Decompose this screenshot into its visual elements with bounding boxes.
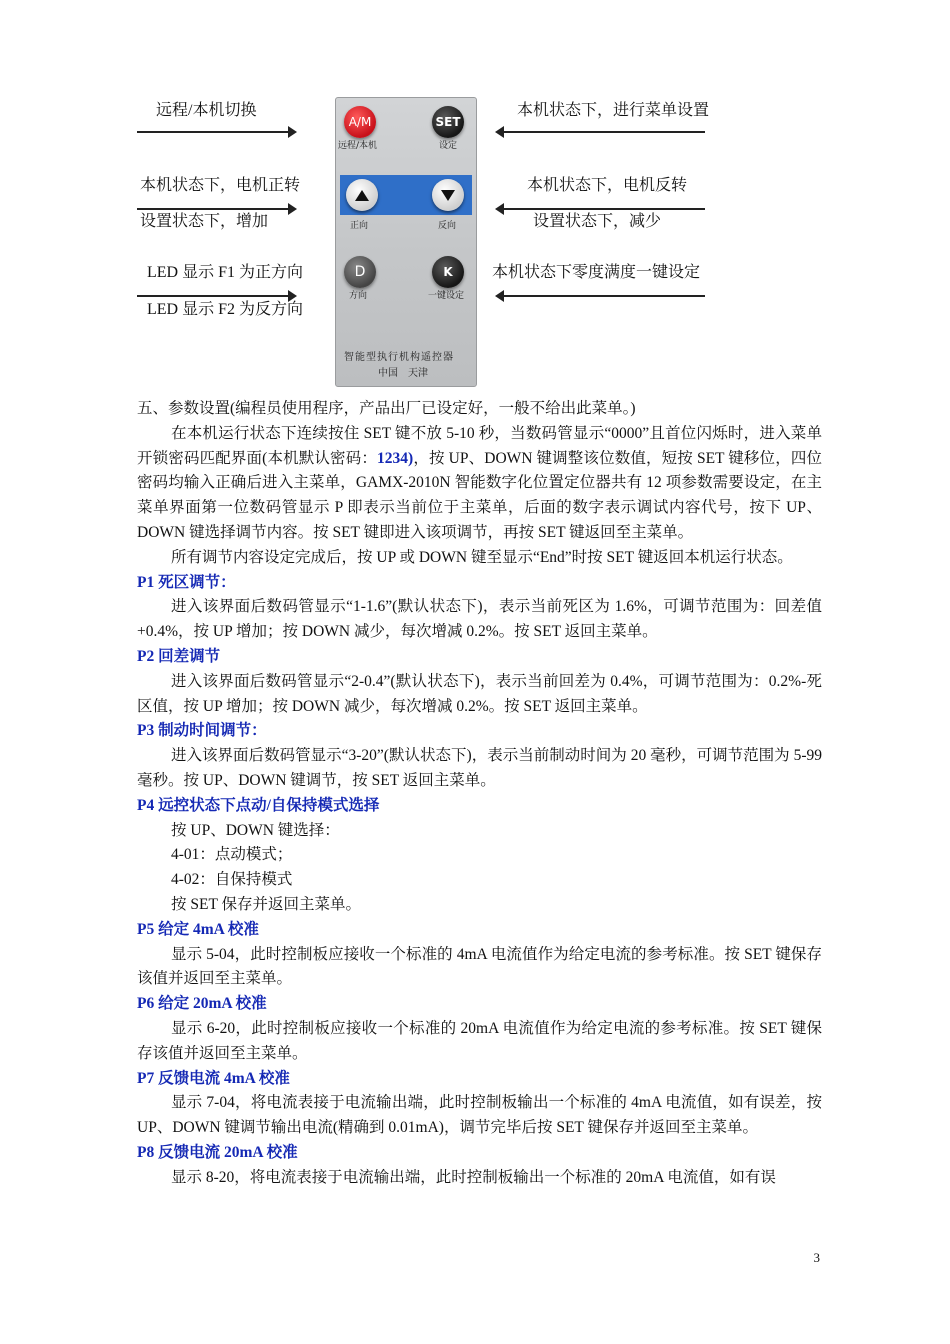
p6-text: 显示 6-20，此时控制板应接收一个标准的 20mA 电流值作为给定电流的参考标准。按 SET 键保存该值并返回至主菜单。 [137, 1019, 822, 1062]
k-button: K [432, 256, 464, 288]
p1-text: 进入该界面后数码管显示“1-1.6”(默认状态下)，表示当前死区为 1.6%，可调节范围为：回差值+0.4%，按 UP 增加；按 DOWN 减少，每次增减 0.2%。按 SET 返回主菜单。 [137, 598, 822, 641]
label-remote-local-switch: 远程/本机切换 [156, 102, 257, 119]
p8-text: 显示 8-20，将电流表接于电流输出端，此时控制板输出一个标准的 20mA 电流值，如有误 [171, 1168, 776, 1186]
p5-text: 显示 5-04，此时控制板应接收一个标准的 4mA 电流值作为给定电流的参考标准。按 SET 键保存该值并返回至主菜单。 [137, 945, 822, 988]
k-caption: 一键设定 [428, 291, 465, 301]
p4-line-4: 按 SET 保存并返回主菜单。 [171, 895, 362, 913]
arrow-left-1 [497, 131, 705, 133]
label-setting-decrease: 设置状态下，减少 [533, 213, 662, 230]
up-caption: 正向 [350, 221, 369, 231]
p3-text: 进入该界面后数码管显示“3-20”(默认状态下)，表示当前制动时间为 20 毫秒，可调节范围为 5-99 毫秒。按 UP、DOWN 键调节，按 SET 返回主菜单。 [137, 747, 822, 789]
label-one-key-setting: 本机状态下零度满度一键设定 [492, 264, 701, 281]
p4-title: P4 远控状态下点动/自保持模式选择 [137, 796, 380, 814]
remote-footer-title: 智能型执行机构遥控器 [344, 352, 454, 363]
arrow-right-3 [137, 295, 295, 297]
am-button: A/M [344, 106, 376, 138]
set-button: SET [432, 106, 464, 138]
p6-title: P6 给定 20mA 校准 [137, 995, 267, 1013]
p7-text: 显示 7-04，将电流表接于电流输出端，此时控制板输出一个标准的 4mA 电流值，如有误差，按 UP、DOWN 键调节输出电流(精确到 0.01mA)，调节完毕后按 SET 键保存并返回至主菜单。 [137, 1094, 822, 1137]
section5-p1-text-b: ，按 UP、DOWN 键调整该位数值，短按 SET 键移位，四位密码均输入正确后进入主菜单，GAMX-2010N 智能数字化位置定位器共有 12 项参数需要设定，在主菜单界面第一位数码管显示 P 即表示当前位于主菜单，后面的数字表示调试内容代号，按下 UP、DOWN 键选择调节内容。按 SET 键即进入该项调节，再按 SET 键返回至主菜单。 [137, 449, 822, 541]
arrow-left-2 [497, 208, 705, 210]
default-password: 1234) [377, 449, 414, 467]
am-caption: 远程/本机 [338, 141, 378, 151]
section5-p1-text-a: 在本机运行状态下连续按住 SET 键不放 5-10 秒，当数码管显示“0000”且首位闪烁时，进入菜单开锁密码匹配界面(本机默认密码： [137, 424, 822, 467]
p1-title: P1 死区调节： [137, 573, 236, 591]
p4-line-3: 4-02：自保持模式 [171, 871, 293, 889]
label-led-f2: LED 显示 F2 为反方向 [147, 301, 304, 318]
arrow-left-3 [497, 295, 705, 297]
p8-title: P8 反馈电流 20mA 校准 [137, 1143, 298, 1161]
p4-line-1: 按 UP、DOWN 键选择： [171, 821, 340, 839]
p4-line-2: 4-01：点动模式； [171, 846, 293, 864]
page-number: 3 [813, 1250, 820, 1265]
p5-title: P5 给定 4mA 校准 [137, 920, 259, 938]
d-caption: 方向 [349, 291, 368, 301]
section5-paragraph-2: 所有调节内容设定完成后，按 UP 或 DOWN 键至显示“End”时按 SET 键返回本机运行状态。 [171, 548, 793, 566]
p3-title: P3 制动时间调节： [137, 722, 267, 740]
section5-paragraph-1 [137, 422, 822, 546]
label-setting-increase: 设置状态下，增加 [140, 213, 269, 230]
p2-title: P2 回差调节 [137, 647, 221, 665]
label-motor-reverse: 本机状态下，电机反转 [527, 177, 688, 194]
remote-control-image [335, 97, 477, 387]
down-button [432, 179, 464, 211]
document-body [137, 397, 822, 1191]
p7-title: P7 反馈电流 4mA 校准 [137, 1069, 290, 1087]
label-motor-forward: 本机状态下，电机正转 [140, 177, 301, 194]
down-arrow-icon [441, 190, 455, 201]
label-led-f1: LED 显示 F1 为正方向 [147, 264, 304, 281]
arrow-right-2 [137, 208, 295, 210]
down-caption: 反向 [438, 221, 457, 231]
p2-text: 进入该界面后数码管显示“2-0.4”(默认状态下)，表示当前回差为 0.4%，可调节范围为：0.2%-死区值，按 UP 增加；按 DOWN 减少，每次增减 0.2%。按 SET 返回主菜单。 [137, 672, 822, 715]
section5-title: 五、参数设置(编程员使用程序，产品出厂已设定好，一般不给出此菜单。) [137, 400, 636, 417]
d-button: D [344, 256, 376, 288]
label-menu-setting: 本机状态下，进行菜单设置 [517, 102, 710, 119]
up-button [346, 179, 378, 211]
arrow-right-1 [137, 131, 295, 133]
set-caption: 设定 [439, 141, 458, 151]
remote-footer-origin: 中国 天津 [378, 368, 428, 379]
up-arrow-icon [355, 190, 369, 201]
